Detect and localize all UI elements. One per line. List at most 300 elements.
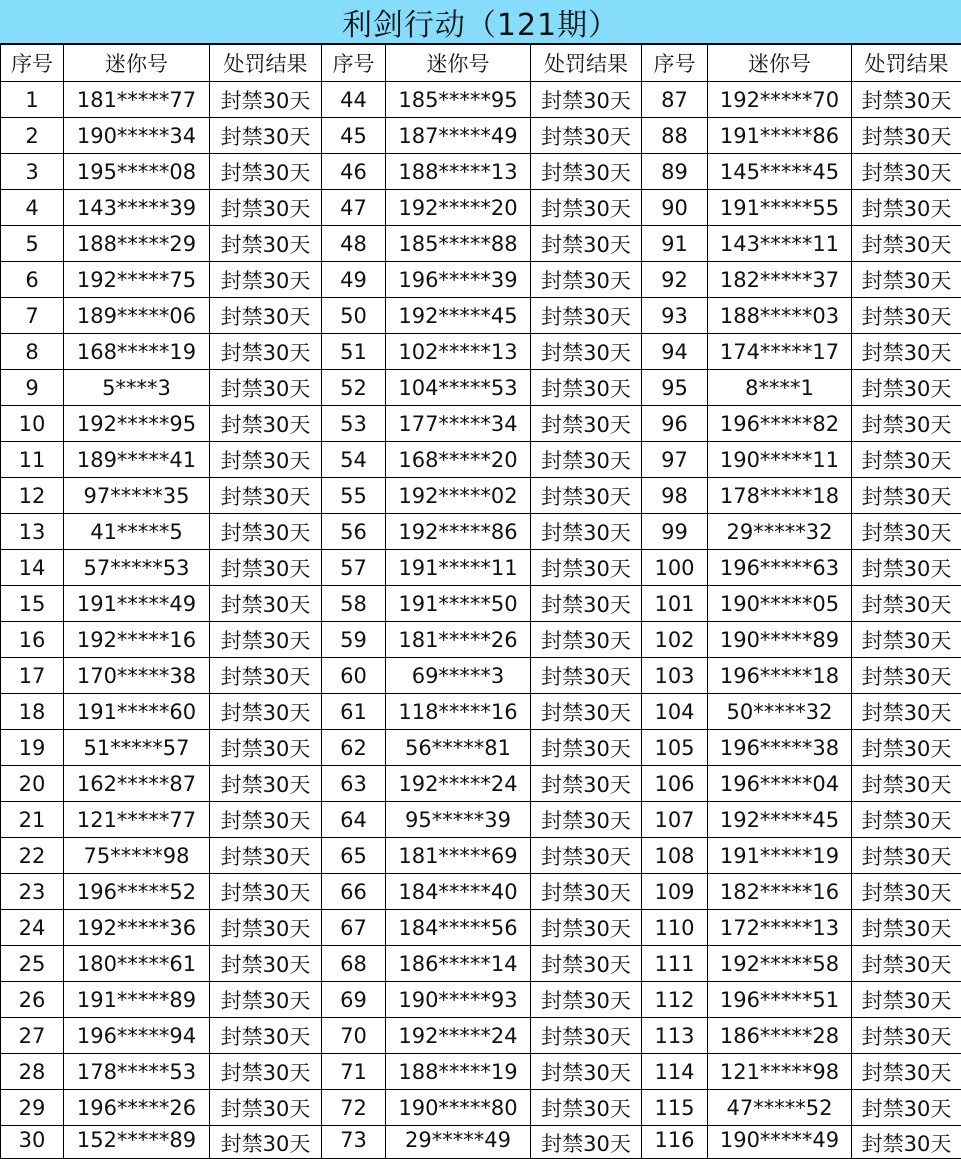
table-row bbox=[1, 730, 961, 766]
penalty-cell: 封禁30天 bbox=[531, 406, 642, 442]
serial-cell: 18 bbox=[1, 694, 64, 730]
serial-cell: 94 bbox=[642, 334, 708, 370]
penalty-cell: 封禁30天 bbox=[852, 946, 961, 982]
penalty-cell: 封禁30天 bbox=[852, 766, 961, 802]
header-serial: 序号 bbox=[642, 45, 708, 82]
serial-cell: 4 bbox=[1, 190, 64, 226]
table-row bbox=[1, 586, 961, 622]
serial-cell: 107 bbox=[642, 802, 708, 838]
mini-id-cell: 196*****18 bbox=[708, 658, 852, 694]
serial-cell: 59 bbox=[322, 622, 386, 658]
table-row bbox=[1, 118, 961, 154]
serial-cell: 55 bbox=[322, 478, 386, 514]
penalty-cell: 封禁30天 bbox=[531, 1054, 642, 1090]
penalty-cell: 封禁30天 bbox=[531, 370, 642, 406]
serial-cell: 14 bbox=[1, 550, 64, 586]
mini-id-cell: 104*****53 bbox=[386, 370, 531, 406]
penalty-cell: 封禁30天 bbox=[210, 658, 322, 694]
mini-id-cell: 188*****19 bbox=[386, 1054, 531, 1090]
serial-cell: 103 bbox=[642, 658, 708, 694]
serial-cell: 62 bbox=[322, 730, 386, 766]
mini-id-cell: 41*****5 bbox=[64, 514, 210, 550]
mini-id-cell: 182*****16 bbox=[708, 874, 852, 910]
penalty-cell: 封禁30天 bbox=[852, 1090, 961, 1126]
mini-id-cell: 188*****29 bbox=[64, 226, 210, 262]
mini-id-cell: 168*****19 bbox=[64, 334, 210, 370]
mini-id-cell: 187*****49 bbox=[386, 118, 531, 154]
table-row bbox=[1, 982, 961, 1018]
serial-cell: 99 bbox=[642, 514, 708, 550]
serial-cell: 97 bbox=[642, 442, 708, 478]
serial-cell: 61 bbox=[322, 694, 386, 730]
mini-id-cell: 192*****58 bbox=[708, 946, 852, 982]
table-row bbox=[1, 1018, 961, 1054]
serial-cell: 44 bbox=[322, 82, 386, 118]
mini-id-cell: 196*****63 bbox=[708, 550, 852, 586]
mini-id-cell: 191*****49 bbox=[64, 586, 210, 622]
serial-cell: 49 bbox=[322, 262, 386, 298]
table-row bbox=[1, 766, 961, 802]
serial-cell: 67 bbox=[322, 910, 386, 946]
penalty-cell: 封禁30天 bbox=[210, 910, 322, 946]
serial-cell: 21 bbox=[1, 802, 64, 838]
serial-cell: 100 bbox=[642, 550, 708, 586]
mini-id-cell: 121*****98 bbox=[708, 1054, 852, 1090]
mini-id-cell: 196*****82 bbox=[708, 406, 852, 442]
table-row bbox=[1, 1054, 961, 1090]
penalty-cell: 封禁30天 bbox=[852, 262, 961, 298]
mini-id-cell: 190*****11 bbox=[708, 442, 852, 478]
penalty-cell: 封禁30天 bbox=[852, 514, 961, 550]
mini-id-cell: 190*****34 bbox=[64, 118, 210, 154]
header-mini-id: 迷你号 bbox=[708, 45, 852, 82]
serial-cell: 10 bbox=[1, 406, 64, 442]
penalty-cell: 封禁30天 bbox=[531, 190, 642, 226]
serial-cell: 96 bbox=[642, 406, 708, 442]
penalty-cell: 封禁30天 bbox=[852, 622, 961, 658]
penalty-cell: 封禁30天 bbox=[531, 82, 642, 118]
mini-id-cell: 69*****3 bbox=[386, 658, 531, 694]
penalty-cell: 封禁30天 bbox=[852, 298, 961, 334]
penalty-cell: 封禁30天 bbox=[852, 730, 961, 766]
table-row bbox=[1, 1090, 961, 1126]
serial-cell: 51 bbox=[322, 334, 386, 370]
serial-cell: 101 bbox=[642, 586, 708, 622]
serial-cell: 88 bbox=[642, 118, 708, 154]
serial-cell: 90 bbox=[642, 190, 708, 226]
penalty-cell: 封禁30天 bbox=[531, 1018, 642, 1054]
penalty-cell: 封禁30天 bbox=[531, 946, 642, 982]
serial-cell: 60 bbox=[322, 658, 386, 694]
serial-cell: 63 bbox=[322, 766, 386, 802]
penalty-cell: 封禁30天 bbox=[210, 82, 322, 118]
penalty-cell: 封禁30天 bbox=[210, 1018, 322, 1054]
mini-id-cell: 195*****08 bbox=[64, 154, 210, 190]
serial-cell: 19 bbox=[1, 730, 64, 766]
serial-cell: 11 bbox=[1, 442, 64, 478]
penalty-cell: 封禁30天 bbox=[210, 154, 322, 190]
mini-id-cell: 162*****87 bbox=[64, 766, 210, 802]
penalty-cell: 封禁30天 bbox=[210, 550, 322, 586]
ban-list-table bbox=[0, 44, 961, 1159]
penalty-cell: 封禁30天 bbox=[210, 694, 322, 730]
mini-id-cell: 143*****39 bbox=[64, 190, 210, 226]
penalty-cell: 封禁30天 bbox=[210, 262, 322, 298]
serial-cell: 13 bbox=[1, 514, 64, 550]
serial-cell: 104 bbox=[642, 694, 708, 730]
mini-id-cell: 184*****56 bbox=[386, 910, 531, 946]
serial-cell: 91 bbox=[642, 226, 708, 262]
serial-cell: 30 bbox=[1, 1126, 64, 1159]
mini-id-cell: 192*****45 bbox=[386, 298, 531, 334]
serial-cell: 92 bbox=[642, 262, 708, 298]
mini-id-cell: 143*****11 bbox=[708, 226, 852, 262]
penalty-cell: 封禁30天 bbox=[531, 442, 642, 478]
mini-id-cell: 181*****26 bbox=[386, 622, 531, 658]
mini-id-cell: 180*****61 bbox=[64, 946, 210, 982]
table-row bbox=[1, 874, 961, 910]
table-row bbox=[1, 838, 961, 874]
serial-cell: 3 bbox=[1, 154, 64, 190]
penalty-cell: 封禁30天 bbox=[210, 1090, 322, 1126]
penalty-cell: 封禁30天 bbox=[852, 154, 961, 190]
mini-id-cell: 145*****45 bbox=[708, 154, 852, 190]
table-row bbox=[1, 658, 961, 694]
penalty-cell: 封禁30天 bbox=[531, 514, 642, 550]
penalty-cell: 封禁30天 bbox=[210, 118, 322, 154]
penalty-cell: 封禁30天 bbox=[210, 730, 322, 766]
penalty-cell: 封禁30天 bbox=[531, 154, 642, 190]
mini-id-cell: 196*****26 bbox=[64, 1090, 210, 1126]
serial-cell: 52 bbox=[322, 370, 386, 406]
table-row bbox=[1, 550, 961, 586]
mini-id-cell: 191*****50 bbox=[386, 586, 531, 622]
serial-cell: 16 bbox=[1, 622, 64, 658]
penalty-cell: 封禁30天 bbox=[531, 298, 642, 334]
mini-id-cell: 192*****75 bbox=[64, 262, 210, 298]
penalty-cell: 封禁30天 bbox=[852, 874, 961, 910]
mini-id-cell: 97*****35 bbox=[64, 478, 210, 514]
penalty-cell: 封禁30天 bbox=[852, 694, 961, 730]
table-row bbox=[1, 910, 961, 946]
penalty-cell: 封禁30天 bbox=[531, 802, 642, 838]
serial-cell: 17 bbox=[1, 658, 64, 694]
serial-cell: 65 bbox=[322, 838, 386, 874]
table-row bbox=[1, 802, 961, 838]
penalty-cell: 封禁30天 bbox=[210, 190, 322, 226]
penalty-cell: 封禁30天 bbox=[210, 622, 322, 658]
penalty-cell: 封禁30天 bbox=[531, 1090, 642, 1126]
table-row bbox=[1, 406, 961, 442]
serial-cell: 56 bbox=[322, 514, 386, 550]
penalty-cell: 封禁30天 bbox=[531, 118, 642, 154]
penalty-cell: 封禁30天 bbox=[531, 694, 642, 730]
mini-id-cell: 192*****24 bbox=[386, 766, 531, 802]
serial-cell: 50 bbox=[322, 298, 386, 334]
penalty-cell: 封禁30天 bbox=[852, 658, 961, 694]
serial-cell: 9 bbox=[1, 370, 64, 406]
serial-cell: 110 bbox=[642, 910, 708, 946]
header-mini-id: 迷你号 bbox=[64, 45, 210, 82]
penalty-cell: 封禁30天 bbox=[210, 982, 322, 1018]
mini-id-cell: 178*****53 bbox=[64, 1054, 210, 1090]
mini-id-cell: 178*****18 bbox=[708, 478, 852, 514]
penalty-cell: 封禁30天 bbox=[531, 478, 642, 514]
mini-id-cell: 190*****89 bbox=[708, 622, 852, 658]
header-serial: 序号 bbox=[1, 45, 64, 82]
penalty-cell: 封禁30天 bbox=[852, 982, 961, 1018]
penalty-cell: 封禁30天 bbox=[531, 334, 642, 370]
serial-cell: 72 bbox=[322, 1090, 386, 1126]
header-serial: 序号 bbox=[322, 45, 386, 82]
mini-id-cell: 189*****41 bbox=[64, 442, 210, 478]
penalty-cell: 封禁30天 bbox=[852, 334, 961, 370]
mini-id-cell: 57*****53 bbox=[64, 550, 210, 586]
serial-cell: 15 bbox=[1, 586, 64, 622]
mini-id-cell: 177*****34 bbox=[386, 406, 531, 442]
mini-id-cell: 172*****13 bbox=[708, 910, 852, 946]
penalty-cell: 封禁30天 bbox=[210, 298, 322, 334]
serial-cell: 2 bbox=[1, 118, 64, 154]
serial-cell: 57 bbox=[322, 550, 386, 586]
serial-cell: 70 bbox=[322, 1018, 386, 1054]
serial-cell: 28 bbox=[1, 1054, 64, 1090]
penalty-cell: 封禁30天 bbox=[852, 118, 961, 154]
penalty-cell: 封禁30天 bbox=[210, 370, 322, 406]
mini-id-cell: 196*****94 bbox=[64, 1018, 210, 1054]
serial-cell: 64 bbox=[322, 802, 386, 838]
mini-id-cell: 174*****17 bbox=[708, 334, 852, 370]
mini-id-cell: 188*****03 bbox=[708, 298, 852, 334]
penalty-cell: 封禁30天 bbox=[531, 1126, 642, 1159]
table-row bbox=[1, 226, 961, 262]
penalty-cell: 封禁30天 bbox=[531, 874, 642, 910]
serial-cell: 8 bbox=[1, 334, 64, 370]
mini-id-cell: 184*****40 bbox=[386, 874, 531, 910]
serial-cell: 23 bbox=[1, 874, 64, 910]
penalty-cell: 封禁30天 bbox=[852, 910, 961, 946]
table-row bbox=[1, 334, 961, 370]
mini-id-cell: 192*****02 bbox=[386, 478, 531, 514]
penalty-cell: 封禁30天 bbox=[531, 910, 642, 946]
mini-id-cell: 121*****77 bbox=[64, 802, 210, 838]
serial-cell: 27 bbox=[1, 1018, 64, 1054]
mini-id-cell: 190*****93 bbox=[386, 982, 531, 1018]
mini-id-cell: 192*****95 bbox=[64, 406, 210, 442]
penalty-cell: 封禁30天 bbox=[531, 550, 642, 586]
penalty-cell: 封禁30天 bbox=[852, 82, 961, 118]
serial-cell: 113 bbox=[642, 1018, 708, 1054]
mini-id-cell: 47*****52 bbox=[708, 1090, 852, 1126]
serial-cell: 66 bbox=[322, 874, 386, 910]
header-penalty: 处罚结果 bbox=[210, 45, 322, 82]
penalty-cell: 封禁30天 bbox=[852, 550, 961, 586]
mini-id-cell: 192*****45 bbox=[708, 802, 852, 838]
penalty-cell: 封禁30天 bbox=[210, 478, 322, 514]
mini-id-cell: 192*****36 bbox=[64, 910, 210, 946]
serial-cell: 54 bbox=[322, 442, 386, 478]
mini-id-cell: 196*****52 bbox=[64, 874, 210, 910]
table-row bbox=[1, 154, 961, 190]
serial-cell: 73 bbox=[322, 1126, 386, 1159]
mini-id-cell: 196*****39 bbox=[386, 262, 531, 298]
mini-id-cell: 152*****89 bbox=[64, 1126, 210, 1159]
penalty-cell: 封禁30天 bbox=[210, 586, 322, 622]
mini-id-cell: 56*****81 bbox=[386, 730, 531, 766]
mini-id-cell: 190*****05 bbox=[708, 586, 852, 622]
serial-cell: 105 bbox=[642, 730, 708, 766]
serial-cell: 69 bbox=[322, 982, 386, 1018]
penalty-cell: 封禁30天 bbox=[531, 586, 642, 622]
serial-cell: 114 bbox=[642, 1054, 708, 1090]
table-row bbox=[1, 370, 961, 406]
header-row bbox=[1, 45, 961, 82]
penalty-cell: 封禁30天 bbox=[852, 370, 961, 406]
table-row bbox=[1, 622, 961, 658]
serial-cell: 7 bbox=[1, 298, 64, 334]
mini-id-cell: 29*****49 bbox=[386, 1126, 531, 1159]
serial-cell: 29 bbox=[1, 1090, 64, 1126]
mini-id-cell: 191*****60 bbox=[64, 694, 210, 730]
penalty-cell: 封禁30天 bbox=[852, 226, 961, 262]
mini-id-cell: 182*****37 bbox=[708, 262, 852, 298]
mini-id-cell: 75*****98 bbox=[64, 838, 210, 874]
penalty-cell: 封禁30天 bbox=[210, 838, 322, 874]
penalty-cell: 封禁30天 bbox=[210, 334, 322, 370]
mini-id-cell: 95*****39 bbox=[386, 802, 531, 838]
header-penalty: 处罚结果 bbox=[531, 45, 642, 82]
serial-cell: 93 bbox=[642, 298, 708, 334]
penalty-cell: 封禁30天 bbox=[531, 766, 642, 802]
mini-id-cell: 190*****49 bbox=[708, 1126, 852, 1159]
penalty-cell: 封禁30天 bbox=[531, 262, 642, 298]
penalty-cell: 封禁30天 bbox=[852, 442, 961, 478]
penalty-cell: 封禁30天 bbox=[210, 1126, 322, 1159]
table-row bbox=[1, 442, 961, 478]
table-body bbox=[1, 82, 961, 1159]
mini-id-cell: 192*****86 bbox=[386, 514, 531, 550]
penalty-cell: 封禁30天 bbox=[531, 226, 642, 262]
serial-cell: 47 bbox=[322, 190, 386, 226]
serial-cell: 22 bbox=[1, 838, 64, 874]
page-title: 利剑行动（121期） bbox=[0, 0, 961, 44]
serial-cell: 108 bbox=[642, 838, 708, 874]
serial-cell: 116 bbox=[642, 1126, 708, 1159]
mini-id-cell: 186*****14 bbox=[386, 946, 531, 982]
table-row bbox=[1, 262, 961, 298]
mini-id-cell: 192*****20 bbox=[386, 190, 531, 226]
mini-id-cell: 196*****04 bbox=[708, 766, 852, 802]
serial-cell: 6 bbox=[1, 262, 64, 298]
mini-id-cell: 191*****55 bbox=[708, 190, 852, 226]
serial-cell: 46 bbox=[322, 154, 386, 190]
penalty-cell: 封禁30天 bbox=[852, 802, 961, 838]
penalty-cell: 封禁30天 bbox=[852, 586, 961, 622]
table-row bbox=[1, 478, 961, 514]
mini-id-cell: 191*****89 bbox=[64, 982, 210, 1018]
mini-id-cell: 196*****51 bbox=[708, 982, 852, 1018]
penalty-cell: 封禁30天 bbox=[852, 478, 961, 514]
penalty-cell: 封禁30天 bbox=[210, 406, 322, 442]
mini-id-cell: 191*****86 bbox=[708, 118, 852, 154]
mini-id-cell: 168*****20 bbox=[386, 442, 531, 478]
serial-cell: 26 bbox=[1, 982, 64, 1018]
serial-cell: 115 bbox=[642, 1090, 708, 1126]
mini-id-cell: 191*****19 bbox=[708, 838, 852, 874]
serial-cell: 102 bbox=[642, 622, 708, 658]
mini-id-cell: 8****1 bbox=[708, 370, 852, 406]
mini-id-cell: 181*****77 bbox=[64, 82, 210, 118]
table-row bbox=[1, 82, 961, 118]
mini-id-cell: 185*****88 bbox=[386, 226, 531, 262]
serial-cell: 5 bbox=[1, 226, 64, 262]
table-row bbox=[1, 1126, 961, 1159]
mini-id-cell: 188*****13 bbox=[386, 154, 531, 190]
serial-cell: 12 bbox=[1, 478, 64, 514]
serial-cell: 48 bbox=[322, 226, 386, 262]
mini-id-cell: 196*****38 bbox=[708, 730, 852, 766]
penalty-cell: 封禁30天 bbox=[210, 1054, 322, 1090]
mini-id-cell: 190*****80 bbox=[386, 1090, 531, 1126]
header-mini-id: 迷你号 bbox=[386, 45, 531, 82]
penalty-cell: 封禁30天 bbox=[852, 406, 961, 442]
penalty-cell: 封禁30天 bbox=[531, 658, 642, 694]
serial-cell: 1 bbox=[1, 82, 64, 118]
mini-id-cell: 118*****16 bbox=[386, 694, 531, 730]
mini-id-cell: 189*****06 bbox=[64, 298, 210, 334]
mini-id-cell: 186*****28 bbox=[708, 1018, 852, 1054]
penalty-cell: 封禁30天 bbox=[852, 1054, 961, 1090]
penalty-cell: 封禁30天 bbox=[852, 838, 961, 874]
mini-id-cell: 191*****11 bbox=[386, 550, 531, 586]
serial-cell: 112 bbox=[642, 982, 708, 1018]
table-row bbox=[1, 694, 961, 730]
penalty-cell: 封禁30天 bbox=[210, 874, 322, 910]
header-penalty: 处罚结果 bbox=[852, 45, 961, 82]
penalty-cell: 封禁30天 bbox=[531, 622, 642, 658]
mini-id-cell: 192*****16 bbox=[64, 622, 210, 658]
penalty-cell: 封禁30天 bbox=[852, 190, 961, 226]
penalty-cell: 封禁30天 bbox=[210, 226, 322, 262]
serial-cell: 106 bbox=[642, 766, 708, 802]
serial-cell: 58 bbox=[322, 586, 386, 622]
serial-cell: 95 bbox=[642, 370, 708, 406]
serial-cell: 45 bbox=[322, 118, 386, 154]
serial-cell: 24 bbox=[1, 910, 64, 946]
serial-cell: 111 bbox=[642, 946, 708, 982]
table-row bbox=[1, 190, 961, 226]
serial-cell: 109 bbox=[642, 874, 708, 910]
mini-id-cell: 192*****24 bbox=[386, 1018, 531, 1054]
mini-id-cell: 185*****95 bbox=[386, 82, 531, 118]
serial-cell: 25 bbox=[1, 946, 64, 982]
penalty-cell: 封禁30天 bbox=[531, 838, 642, 874]
mini-id-cell: 5****3 bbox=[64, 370, 210, 406]
penalty-cell: 封禁30天 bbox=[531, 982, 642, 1018]
penalty-cell: 封禁30天 bbox=[210, 802, 322, 838]
penalty-cell: 封禁30天 bbox=[210, 514, 322, 550]
serial-cell: 71 bbox=[322, 1054, 386, 1090]
mini-id-cell: 51*****57 bbox=[64, 730, 210, 766]
table-row bbox=[1, 946, 961, 982]
mini-id-cell: 192*****70 bbox=[708, 82, 852, 118]
mini-id-cell: 50*****32 bbox=[708, 694, 852, 730]
penalty-cell: 封禁30天 bbox=[210, 766, 322, 802]
penalty-cell: 封禁30天 bbox=[210, 946, 322, 982]
serial-cell: 87 bbox=[642, 82, 708, 118]
penalty-cell: 封禁30天 bbox=[852, 1126, 961, 1159]
serial-cell: 98 bbox=[642, 478, 708, 514]
